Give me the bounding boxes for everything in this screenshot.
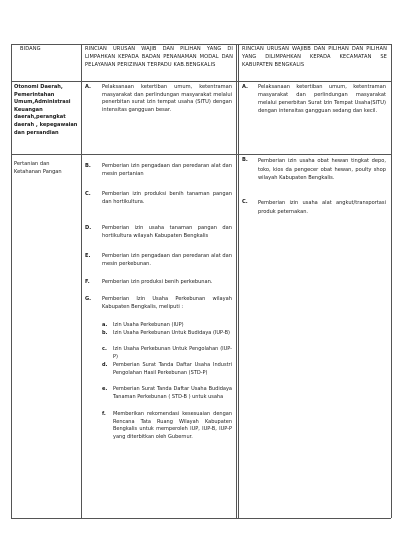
row2-col2-label-g: G. xyxy=(85,296,92,302)
row1-bottom-border xyxy=(11,154,391,155)
column-divider-1 xyxy=(81,44,82,518)
header-kecamatan: RINCIAN URUSAN WAJIBB DAN PILIHAN DAN PILIHAN YANG DILIMPAHKAN KEPADA KECAMATAN SE KABUPATEN BENGKALIS xyxy=(242,46,387,68)
header-bottom-border xyxy=(11,81,391,82)
row2-col2-text-f: Pemberian izin produksi benih perkebunan. xyxy=(102,279,213,285)
sub-text-c: Izin Usaha Perkebunan Untuk Pengolahan (IUP-P) xyxy=(113,346,232,360)
header-bpmppt: RINCIAN URUSAN WAJIB DAN PILIHAN YANG DI LIMPAHKAN KEPADA BADAN PENANAMAN MODAL DAN PELAYANAN PERIZINAN TERPADU KAB.BENGKALIS xyxy=(85,46,233,68)
row2-col2-text-d: Pemberian izin usaha tanaman pangan dan hortikultura wilayah Kabupaten Bengkalis xyxy=(102,225,232,239)
row2-col2-text-e: Pemberian izin pengadaan dan peredaran alat dan mesin perkebunan. xyxy=(102,253,232,267)
row1-col3-text: Pelaksanaan ketertiban umum, ketentraman masyarakat dan perlindungan masyarakat melalui penerbitan Surat Izin Tempat Usaha(SITU) dengan intensitas gangguan sedang dan kecil. xyxy=(258,84,386,114)
row2-col2-label-b: B. xyxy=(85,163,91,169)
row2-col3-label-b: B. xyxy=(242,157,248,163)
sub-text-e: Pemberian Surat Tanda Daftar Usaha Budidaya Tanaman Perkebunan ( STD-B ) untuk usaha xyxy=(113,386,232,400)
row1-col2-label: A. xyxy=(85,84,91,90)
table-left-border xyxy=(11,44,12,518)
row1-col3-label: A. xyxy=(242,84,248,90)
table-right-border xyxy=(391,44,392,518)
table-top-border xyxy=(11,44,391,45)
row2-col2-label-f: F. xyxy=(85,279,90,285)
row2-col2-text-c: Pemberian izin produksi benih tanaman pangan dan hortikultura. xyxy=(102,191,232,205)
header-bidang: BIDANG xyxy=(20,46,41,52)
row1-col2-text: Pelaksanaan ketertiban umum, ketentraman masyarakat dan perlindungan masyarakat melalui penerbitan surat izin tempat usaha (SITU) dengan intensitas gangguan besar. xyxy=(102,84,232,113)
row1-bidang: Otonomi Daerah, Pemerintahan Umum,Administrasi Keuangan daerah,perangkat daerah , kepegawaian dan persandian xyxy=(14,84,78,136)
sub-label-f: f. xyxy=(102,411,106,417)
row2-col3-label-c: C. xyxy=(242,199,248,205)
row2-col3-text-b: Pemberian izin usaha obat hewan tingkat depo, toko, kios da pengecer obat hewan, poulty shop wilayah Kabupaten Bengkalis. xyxy=(258,158,386,182)
sub-label-b: b. xyxy=(102,330,108,336)
row2-col2-text-g: Pemberian Izin Usaha Perkebunan wilayah Kabupaten Bengkalis, meliputi : xyxy=(102,296,232,310)
column-divider-2a xyxy=(236,44,237,518)
sub-label-c: c. xyxy=(102,346,107,352)
row2-bidang: Pertanian dan Ketahanan Pangan xyxy=(14,161,62,175)
sub-text-f: Memberikan rekomendasi kesesuaian dengan Rencana Tata Ruang Wilayah Kabupaten Bengkalis untuk memperoleh IUP, IUP-B, IUP-P yang diterbitkan oleh Gubernur. xyxy=(113,411,232,440)
row2-col3-text-c: Pemberian izin usaha alat angkut/transportasi produk peternakan. xyxy=(258,200,386,215)
sub-label-d: d. xyxy=(102,362,108,368)
table-bottom-border xyxy=(11,518,391,519)
row2-col2-text-b: Pemberian izin pengadaan dan peredaran alat dan mesin pertanian xyxy=(102,163,232,177)
column-divider-2b xyxy=(238,44,239,518)
sub-label-a: a. xyxy=(102,322,108,328)
sub-text-b: Izin Usaha Perkebunan Untuk Budidaya (IUP-B) xyxy=(113,330,230,336)
row2-col2-label-e: E. xyxy=(85,253,91,259)
sub-label-e: e. xyxy=(102,386,108,392)
row2-col2-label-d: D. xyxy=(85,225,92,231)
sub-text-d: Pemberian Surat Tanda Daftar Usaha Industri Pengolahan Hasil Perkebunan (STD-P) xyxy=(113,362,232,376)
sub-text-a: Izin Usaha Perkebunan (IUP) xyxy=(113,322,184,328)
row2-col2-label-c: C. xyxy=(85,191,91,197)
